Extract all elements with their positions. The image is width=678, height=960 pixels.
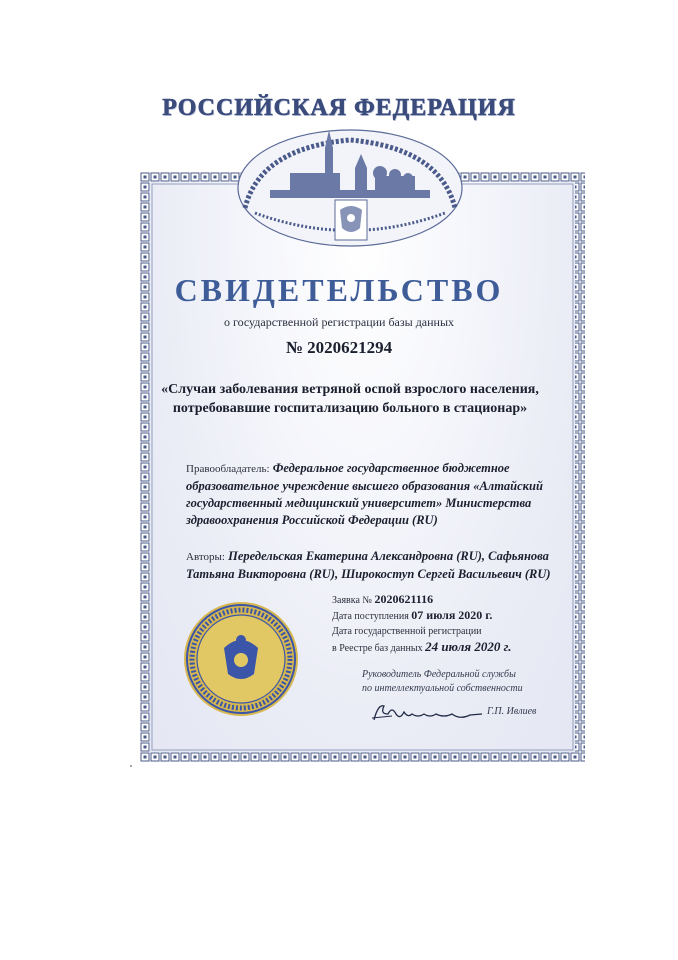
registration-details bbox=[332, 592, 572, 656]
official-seal bbox=[182, 600, 300, 718]
official-title bbox=[362, 668, 562, 696]
authors-label: Авторы: bbox=[186, 551, 225, 563]
certificate-subtitle: о государственной регистрации базы данных bbox=[223, 315, 455, 329]
scan-speck bbox=[130, 765, 132, 767]
certificate-number: № 2020621294 bbox=[285, 338, 393, 357]
official-line-2: по интеллектуальной собственности bbox=[362, 683, 523, 694]
registration-date: 24 июля 2020 г. bbox=[425, 639, 512, 654]
kremlin-emblem bbox=[230, 118, 470, 268]
authors bbox=[186, 548, 566, 583]
registration-label-1: Дата государственной регистрации bbox=[332, 626, 482, 637]
application-number: 2020621116 bbox=[374, 592, 434, 606]
application-label: Заявка № bbox=[332, 595, 372, 606]
rights-holder-text: Федеральное государственное бюджетное образовательное учреждение высшего образования «Алтайский государственный медицинский университет» Министерства здравоохранения Российской Федерации (RU) bbox=[186, 461, 543, 527]
database-name bbox=[150, 380, 550, 418]
received-label: Дата поступления bbox=[332, 611, 409, 622]
rights-holder-label: Правообладатель: bbox=[186, 463, 270, 475]
signature-icon bbox=[370, 700, 485, 726]
coat-of-arms-icon bbox=[335, 200, 367, 240]
database-name-line-1: «Случаи заболевания ветряной оспой взрослого населения, bbox=[161, 382, 539, 397]
signer-name: Г.П. Ивлиев bbox=[487, 706, 537, 717]
received-date: 07 июля 2020 г. bbox=[411, 608, 493, 622]
rights-holder bbox=[186, 460, 566, 529]
database-name-line-2: потребовавшие госпитализацию больного в стационар» bbox=[172, 401, 528, 416]
country-title: РОССИЙСКАЯ ФЕДЕРАЦИЯ bbox=[162, 95, 516, 121]
registration-label-2: в Реестре баз данных bbox=[332, 643, 423, 654]
authors-text: Передельская Екатерина Александровна (RU), Сафьянова Татьяна Викторовна (RU), Широкоступ Сергей Васильевич (RU) bbox=[186, 549, 551, 581]
certificate-title: СВИДЕТЕЛЬСТВО bbox=[174, 272, 504, 308]
official-line-1: Руководитель Федеральной службы bbox=[362, 669, 516, 680]
